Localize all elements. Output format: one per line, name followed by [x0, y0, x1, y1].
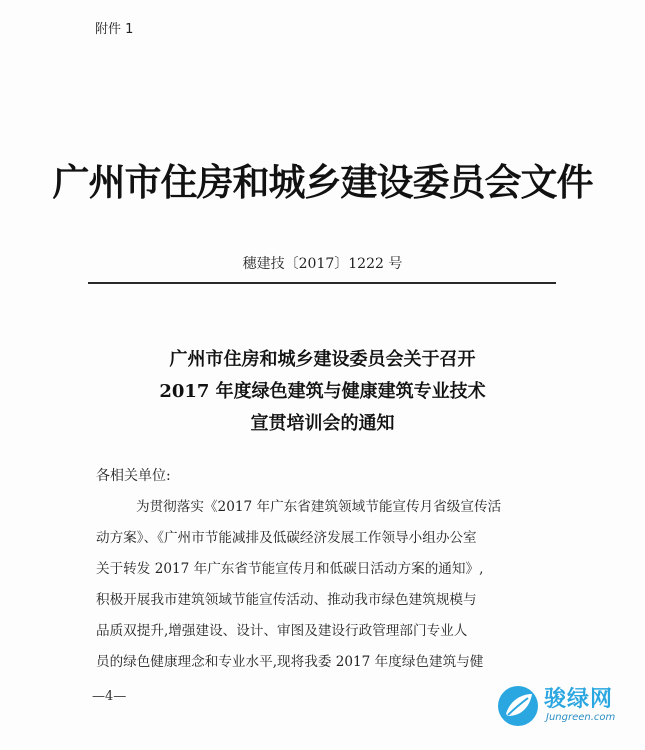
notice-title [0, 344, 645, 440]
salutation: 各相关单位: [96, 468, 171, 484]
leaf-logo-icon [496, 684, 540, 728]
watermark-url: Jungreen.com [546, 712, 616, 723]
header-divider [88, 282, 556, 284]
watermark-brand: 骏绿网 [544, 687, 614, 712]
document-number: 穗建技〔2017〕1222 号 [242, 256, 403, 272]
notice-title-line: 宣贯培训会的通知 [250, 413, 395, 434]
body-line: 品质双提升,增强建设、设计、审图及建设行政管理部门专业人 [96, 623, 468, 639]
body-line: 为贯彻落实《2017 年广东省建筑领域节能宣传月省级宣传活 [136, 499, 502, 515]
body-line: 积极开展我市建筑领域节能宣传活动、推动我市绿色建筑规模与 [96, 592, 477, 608]
body-line: 动方案》、《广州市节能减排及低碳经济发展工作领导小组办公室 [96, 530, 477, 546]
attachment-label: 附件 1 [95, 22, 134, 37]
notice-title-line: 2017 年度绿色建筑与健康建筑专业技术 [159, 381, 486, 402]
body-line: 员的绿色健康理念和专业水平,现将我委 2017 年度绿色建筑与健 [96, 654, 484, 670]
body-line: 关于转发 2017 年广东省节能宣传月和低碳日活动方案的通知》, [96, 561, 484, 577]
body-text [96, 492, 556, 678]
notice-title-line: 广州市住房和城乡建设委员会关于召开 [169, 349, 476, 370]
watermark [496, 678, 636, 738]
issuer-header: 广州市住房和城乡建设委员会文件 [52, 160, 593, 204]
page-number: —4— [92, 689, 127, 704]
